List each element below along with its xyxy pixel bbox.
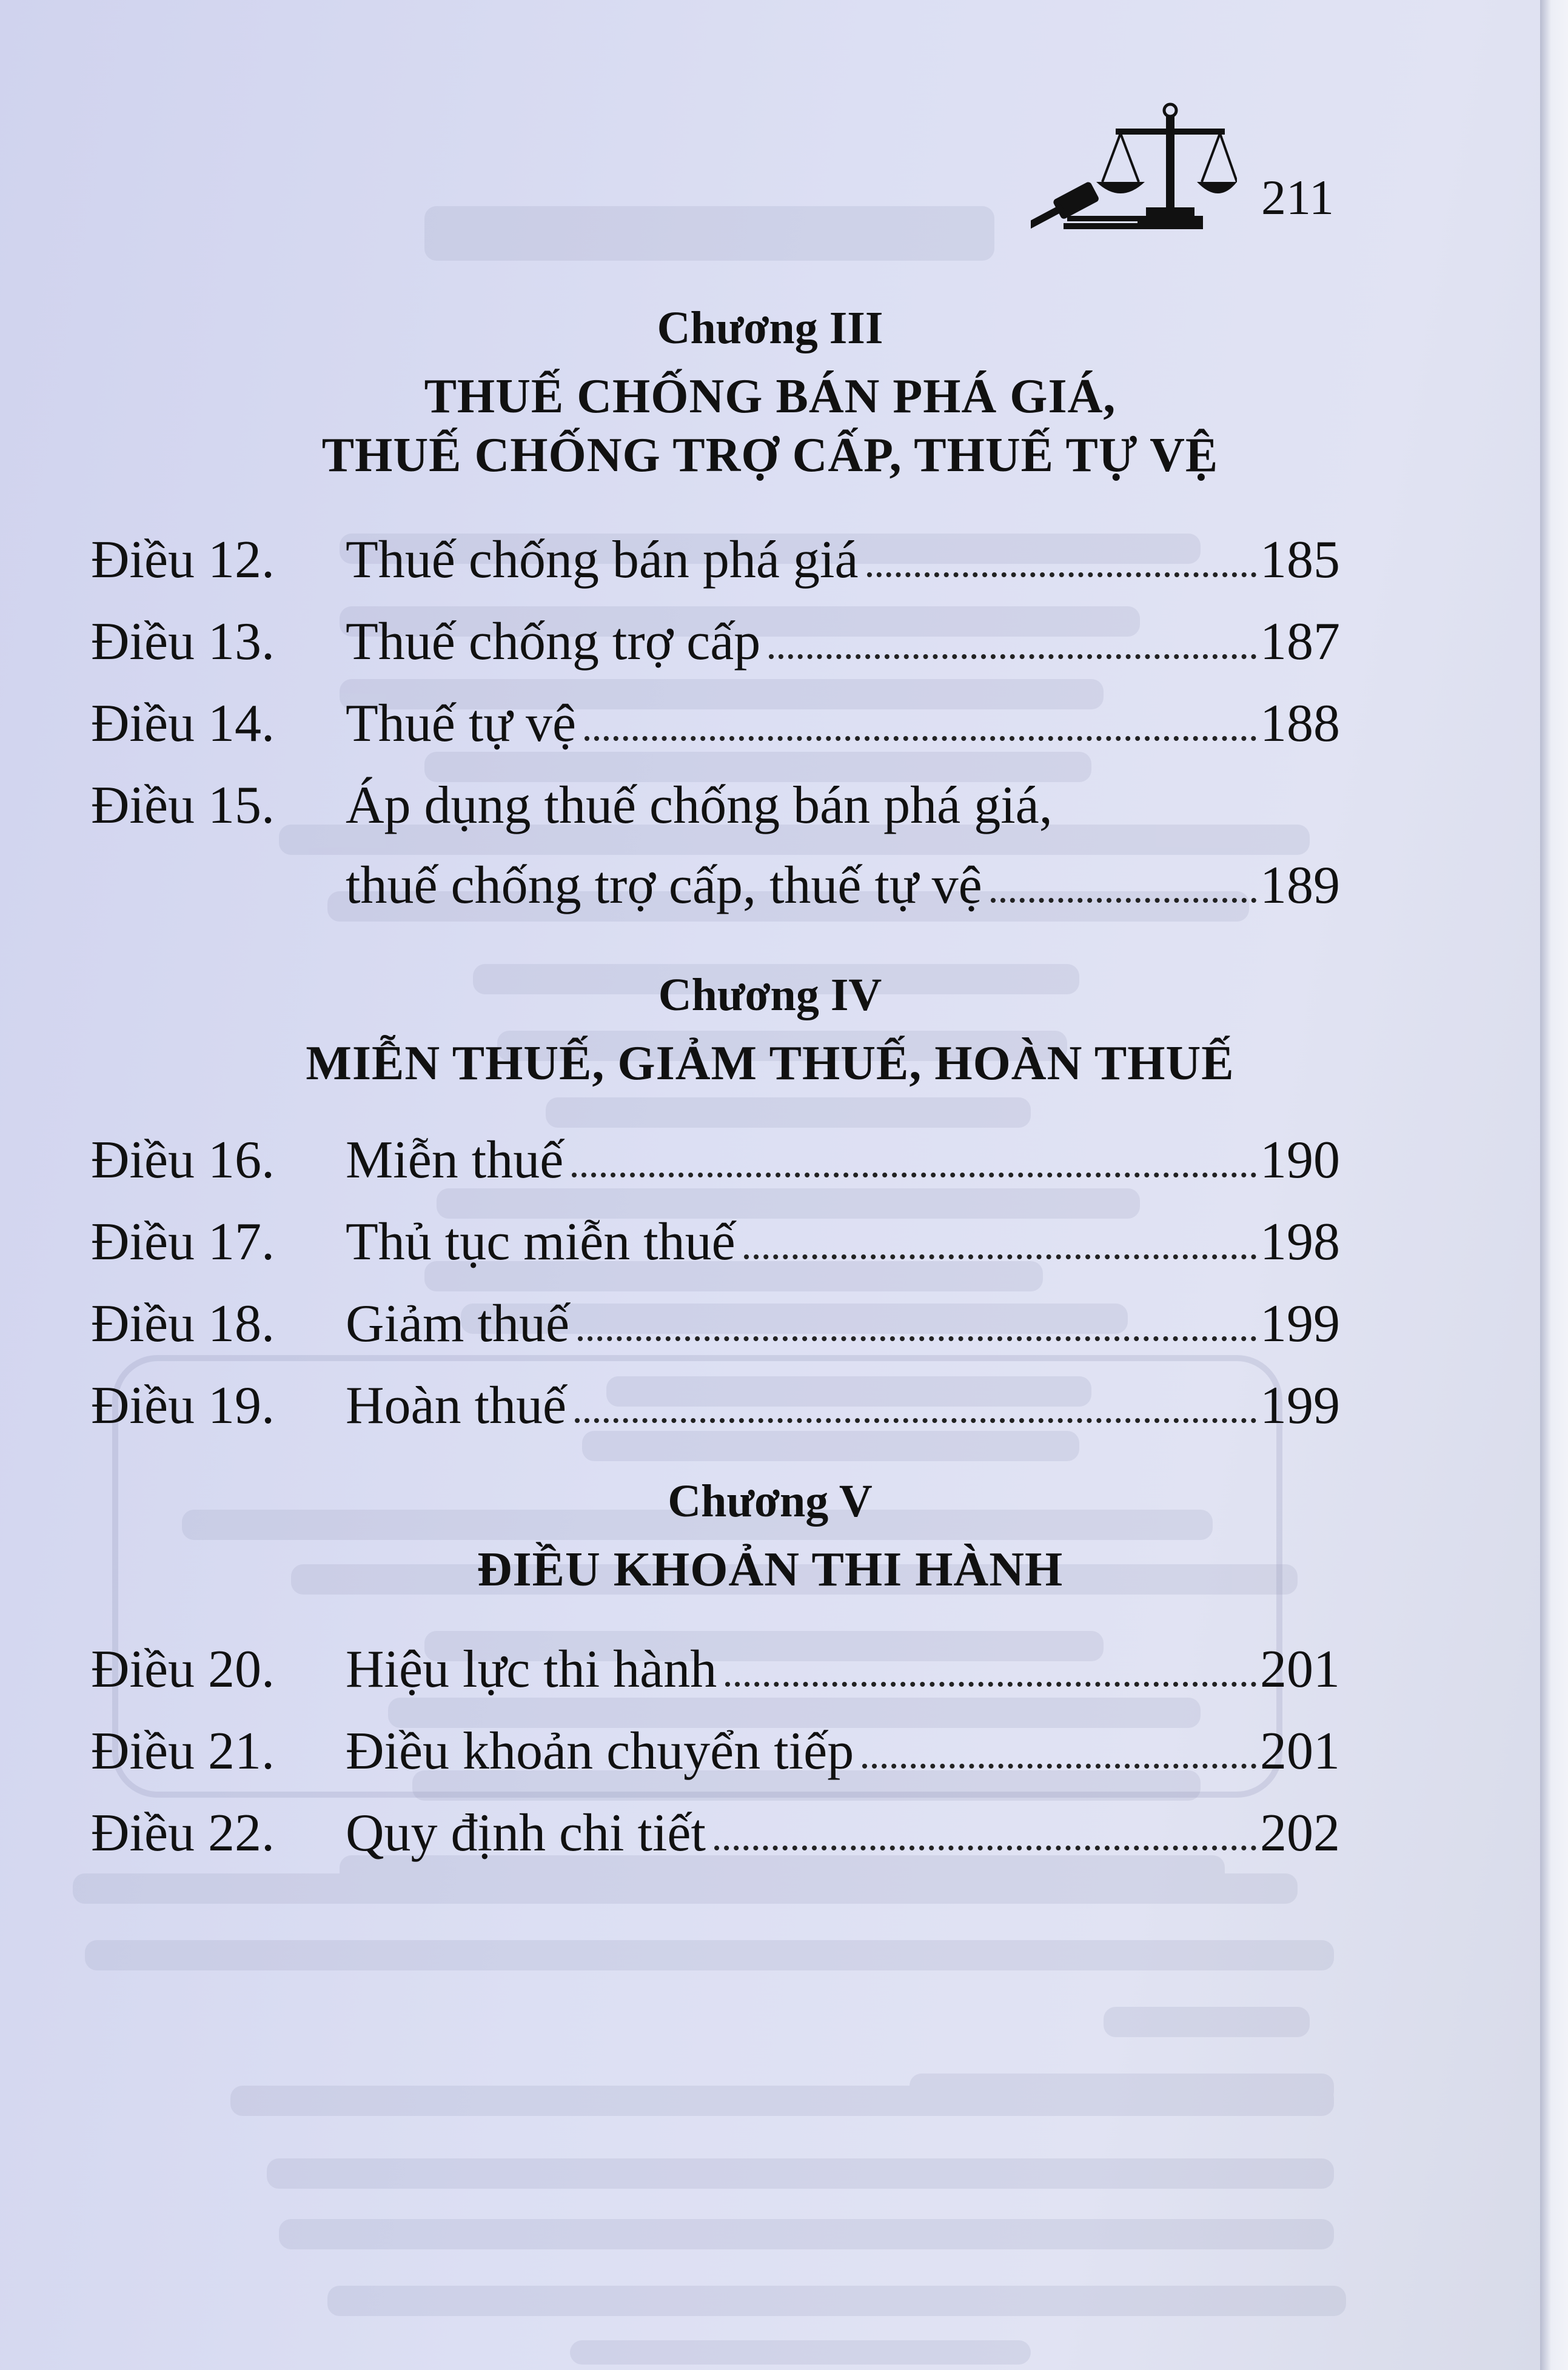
toc-line [346,1294,1340,1353]
toc-line [346,856,1340,915]
article-title-continued: thuế chống trợ cấp, thuế tự vệ [346,856,982,915]
article-label: Điều 12. [91,531,275,589]
dot-leader [769,654,1256,659]
article-title: Áp dụng thuế chống bán phá giá, [346,776,1053,835]
chapter-heading-v [0,1476,1540,1599]
scales-of-justice-gavel-icon [1031,97,1237,236]
article-page-number: 201 [1260,1640,1340,1699]
chapter-title [0,1541,1540,1600]
dot-leader [725,1682,1256,1687]
article-label: Điều 13. [91,612,275,671]
article-label: Điều 21. [91,1722,275,1781]
article-title: Thủ tục miễn thuế [346,1213,735,1271]
article-title: Giảm thuế [346,1294,570,1353]
article-label: Điều 18. [91,1294,275,1353]
article-label: Điều 14. [91,694,275,753]
dot-leader [862,1764,1256,1769]
article-title: Hoàn thuế [346,1376,567,1435]
chapter-title [0,367,1540,486]
page-number: 211 [1261,170,1334,225]
chapter-title-line: MIỄN THUẾ, GIẢM THUẾ, HOÀN THUẾ [306,1036,1235,1090]
dot-leader [578,1336,1256,1341]
toc-line [346,776,1340,835]
article-page-number: 198 [1260,1213,1340,1271]
article-title: Thuế chống bán phá giá [346,531,859,589]
chapter-heading-iii [0,303,1540,486]
chapter-label: Chương III [657,303,883,353]
article-page-number: 201 [1260,1722,1340,1781]
article-page-number: 199 [1260,1294,1340,1353]
article-title: Thuế chống trợ cấp [346,612,761,671]
article-page-number: 190 [1260,1131,1340,1190]
article-page-number: 202 [1260,1804,1340,1863]
article-page-number: 185 [1260,531,1340,589]
chapter-heading-iv [0,970,1540,1093]
chapter-label: Chương IV [658,969,882,1020]
toc-line [346,1640,1340,1699]
article-page-number: 187 [1260,612,1340,671]
toc-line [346,1131,1340,1190]
dot-leader [575,1418,1256,1423]
dot-leader [867,572,1257,577]
article-label: Điều 20. [91,1640,275,1699]
toc-line [346,1804,1340,1863]
dot-leader [991,898,1256,903]
toc-line [346,694,1340,753]
article-title: Điều khoản chuyển tiếp [346,1722,854,1781]
article-label: Điều 15. [91,776,275,835]
article-page-number: 199 [1260,1376,1340,1435]
article-title: Miễn thuế [346,1131,564,1190]
article-title: Hiệu lực thi hành [346,1640,717,1699]
page-edge [1540,0,1568,2370]
chapter-title [0,1034,1540,1094]
chapter-label: Chương V [668,1476,873,1527]
article-page-number: 189 [1260,856,1340,915]
article-page-number: 188 [1260,694,1340,753]
chapter-title-line: THUẾ CHỐNG BÁN PHÁ GIÁ, [424,369,1116,423]
toc-line [346,612,1340,671]
dot-leader [714,1846,1256,1850]
dot-leader [572,1173,1256,1177]
dot-leader [744,1254,1256,1259]
article-label: Điều 17. [91,1213,275,1271]
chapter-title-line: ĐIỀU KHOẢN THI HÀNH [477,1542,1064,1596]
article-title: Thuế tự vệ [346,694,577,753]
article-title: Quy định chi tiết [346,1804,706,1863]
toc-line [346,531,1340,589]
chapter-title-line: THUẾ CHỐNG TRỢ CẤP, THUẾ TỰ VỆ [321,429,1219,483]
article-label: Điều 22. [91,1804,275,1863]
article-label: Điều 19. [91,1376,275,1435]
toc-line [346,1722,1340,1781]
toc-line [346,1213,1340,1271]
toc-line [346,1376,1340,1435]
dot-leader [585,736,1256,741]
article-label: Điều 16. [91,1131,275,1190]
